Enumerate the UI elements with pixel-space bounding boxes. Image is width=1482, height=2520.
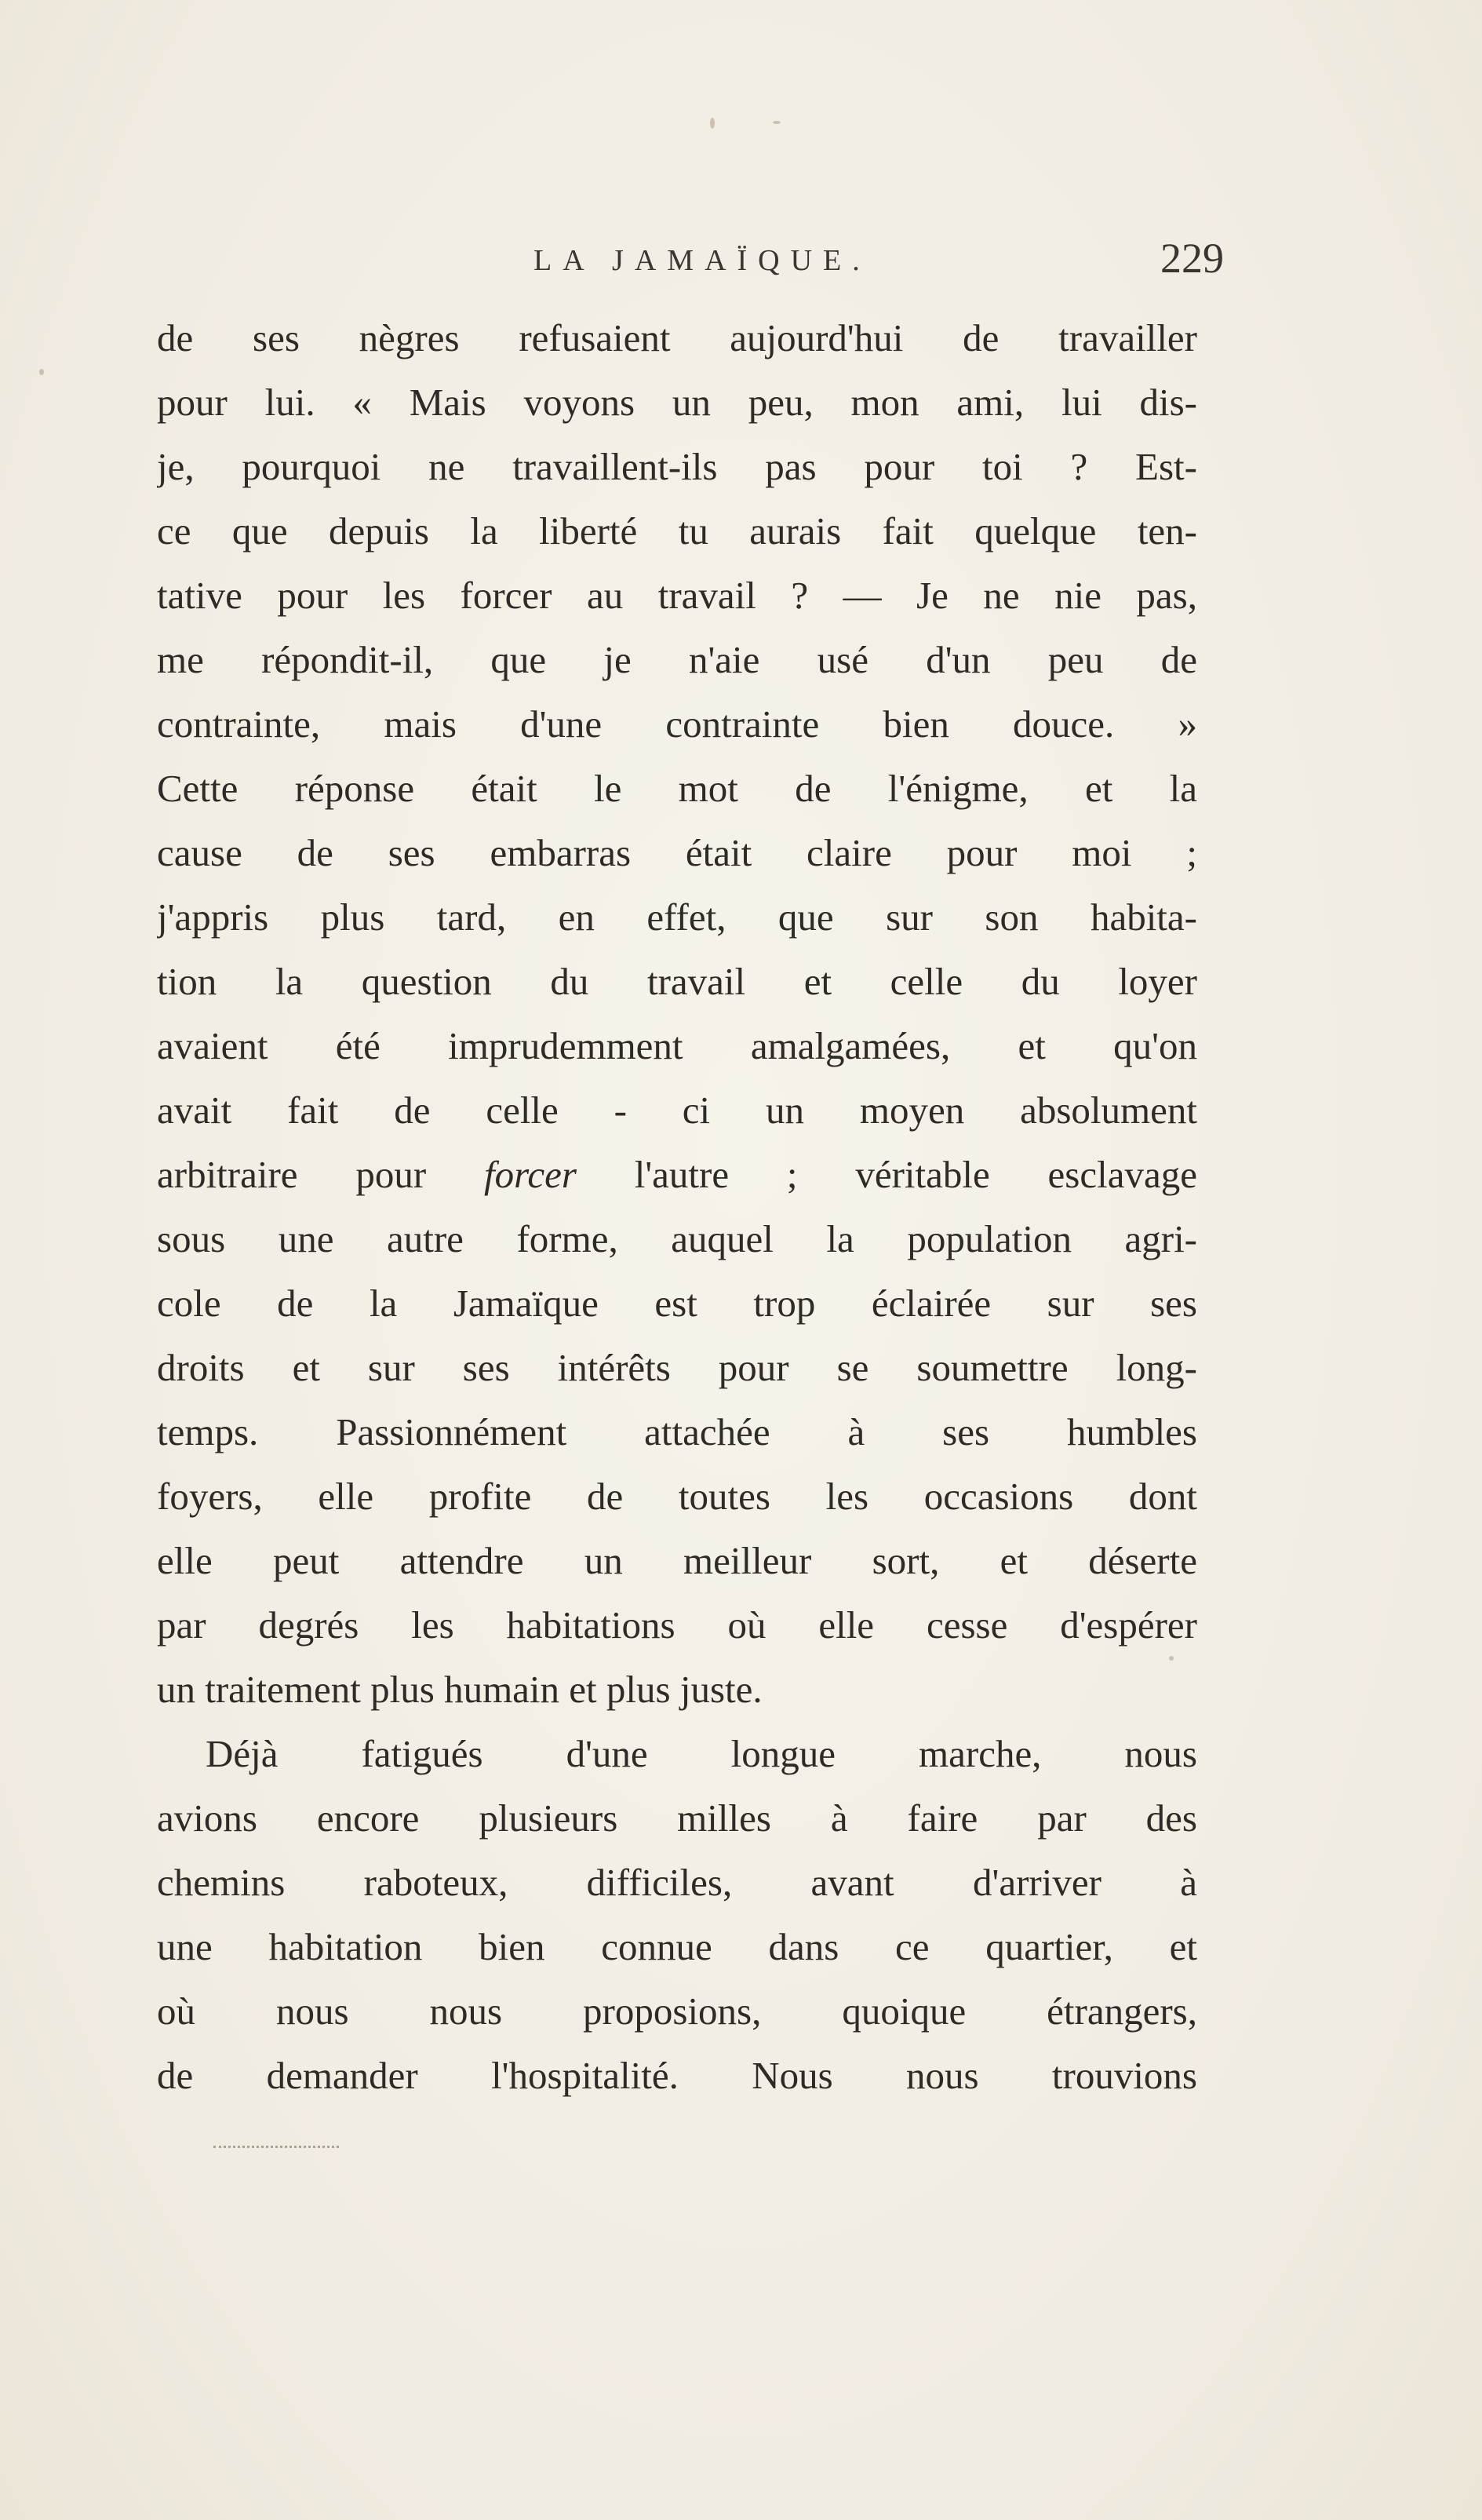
text-segment: arbitraire pour [157, 1153, 484, 1196]
text-line: contrainte, mais d'une contrainte bien douce. » [157, 702, 1197, 746]
page-header [157, 234, 1224, 297]
text-line: pour lui. « Mais voyons un peu, mon ami, lui dis- [157, 381, 1197, 424]
text-line: une habitation bien connue dans ce quartier, et [157, 1925, 1197, 1968]
text-line: je, pourquoi ne travaillent-ils pas pour toi ? Est- [157, 445, 1197, 488]
italic-word: forcer [483, 1153, 577, 1196]
ink-speck [710, 118, 715, 129]
text-line: cause de ses embarras était claire pour moi ; [157, 831, 1197, 874]
ink-speck [773, 121, 781, 124]
text-segment: l'autre ; véritable esclavage [576, 1153, 1197, 1196]
text-line: me répondit-il, que je n'aie usé d'un peu de [157, 638, 1197, 681]
text-line: où nous nous proposions, quoique étrangers, [157, 1989, 1197, 2033]
text-line: chemins raboteux, difficiles, avant d'arriver à [157, 1861, 1197, 1904]
text-line: tative pour les forcer au travail ? — Je ne nie pas, [157, 574, 1197, 617]
text-line: un traitement plus humain et plus juste. [157, 1668, 763, 1711]
body-text [157, 306, 1197, 2108]
text-line: droits et sur ses intérêts pour se soumettre long- [157, 1346, 1197, 1389]
text-line: foyers, elle profite de toutes les occasions dont [157, 1475, 1197, 1518]
page-number: 229 [1160, 235, 1224, 282]
running-title: LA JAMAÏQUE. [533, 244, 871, 277]
text-line: de ses nègres refusaient aujourd'hui de travailler [157, 316, 1197, 359]
paragraph-first-line: Déjà fatigués d'une longue marche, nous [206, 1732, 1197, 1775]
text-line: j'appris plus tard, en effet, que sur son habita- [157, 895, 1197, 939]
ink-speck [39, 369, 44, 375]
faint-marking [213, 2143, 339, 2148]
text-line-with-italic [157, 1143, 1197, 1207]
text-line: cole de la Jamaïque est trop éclairée sur ses [157, 1282, 1197, 1325]
text-line: elle peut attendre un meilleur sort, et déserte [157, 1539, 1197, 1582]
text-line: avions encore plusieurs milles à faire par des [157, 1796, 1197, 1840]
text-line: tion la question du travail et celle du loyer [157, 960, 1197, 1003]
text-line: Cette réponse était le mot de l'énigme, et la [157, 767, 1197, 810]
text-line: par degrés les habitations où elle cesse d'espérer [157, 1603, 1197, 1647]
text-line: avait fait de celle - ci un moyen absolument [157, 1089, 1197, 1132]
text-line: ce que depuis la liberté tu aurais fait quelque ten- [157, 509, 1197, 553]
text-line: de demander l'hospitalité. Nous nous trouvions [157, 2054, 1197, 2097]
text-line: temps. Passionnément attachée à ses humbles [157, 1410, 1197, 1453]
text-line: sous une autre forme, auquel la population agri- [157, 1217, 1197, 1260]
text-line: avaient été imprudemment amalgamées, et qu'on [157, 1024, 1197, 1067]
